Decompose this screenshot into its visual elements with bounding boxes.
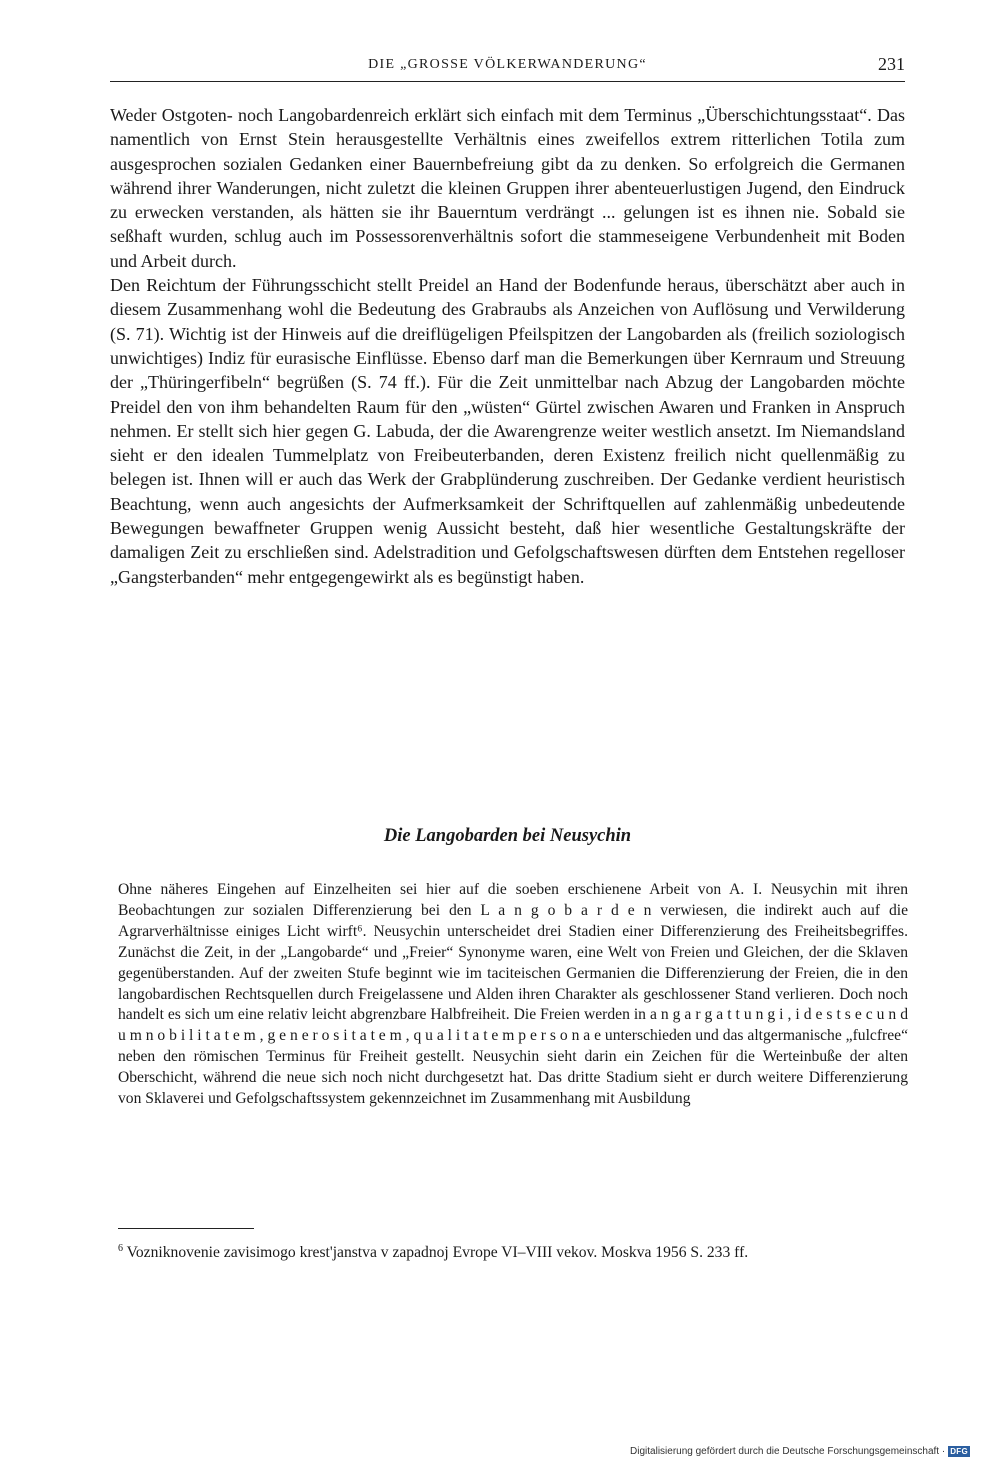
footnote-divider — [118, 1228, 254, 1229]
running-header — [110, 54, 905, 82]
body-paragraph-2: Den Reichtum der Führungsschicht stellt Preidel an Hand der Bodenfunde heraus, überschätzt aber auch in diesem Zusammenhang wohl die Bedeutung des Grabraubs als Anzeichen von Auflösung und Verwilderung (S. 71). Wichtig ist der Hinweis auf die dreiflügeligen Pfeilspitzen der Langobarden als (freilich soziologisch unwichtiges) Indiz für eurasische Einflüsse. Ebenso darf man die Bemerkungen über Kernraum und Streuung der „Thüringerfibeln“ begrüßen (S. 74 ff.). Für die Zeit unmittelbar nach Abzug der Langobarden möchte Preidel den von ihm behandelten Raum für den „wüsten“ Gürtel zwischen Awaren und Franken in Anspruch nehmen. Er stellt sich hier gegen G. Labuda, der die Awarengrenze weiter westlich ansetzt. Im Niemandsland sieht er den idealen Tummelplatz von Freibeuterbanden, deren Existenz freilich nicht quellenmäßig zu belegen ist. Ihnen will er auch das Werk der Grabplünderung zuschreiben. Der Gedanke verdient heuristisch Beachtung, wenn auch angesichts der Aufmerksamkeit der Schriftquellen auf zahlenmäßig unbedeutende Bewegungen bewaffneter Gruppen wenig Aussicht besteht, daß hier wesentliche Gestaltungskräfte der damaligen Zeit zu erschließen sind. Adelstradition und Gefolgschaftswesen dürften dem Entstehen regelloser „Gangsterbanden“ mehr entgegengewirkt als es begünstigt haben. — [110, 275, 905, 587]
footnote-text: Vozniknovenie zavisimogo krest'janstva v zapadnoj Evrope VI–VIII vekov. Moskva 1956 S. 233 ff. — [126, 1244, 749, 1261]
dfg-logo-icon: DFG — [950, 1447, 968, 1456]
digitization-credit — [630, 1446, 970, 1457]
small-print-paragraph: Ohne näheres Eingehen auf Einzelheiten sei hier auf die soeben erschienene Arbeit von A. I. Neusychin mit ihren Beobachtungen zur sozialen Differenzierung bei den L a n g o b a r d e n verwiesen, die indirekt auch auf die Agrarverhältnisse einiges Licht wirft⁶. Neusychin unterscheidet drei Stadien einer Differenzierung des Freiheitsbegriffes. Zunächst die Zeit, in der „Langobarde“ und „Freier“ Synonyme waren, eine Welt von Freien und Gleichen, der die Sklaven gegenüberstanden. Auf der zweiten Stufe beginnt wie im taciteischen Germanien die Differenzierung der Freien, die in den langobardischen Rechtsquellen durch Freigelassene und Alden ihren Charakter als geschlossener Stand verlieren. Doch noch handelt es sich um eine relativ leicht abgrenzbare Halbfreiheit. Die Freien werden in a n g a r g a t t u n g i , i d e s t s e c u n d u m n o b i l i t a t e m , g e n e r o s i t a t e m , q u a l i t a t e m p e r s o n a e unterschieden und das altgermanische „fulcfree“ neben den römischen Terminus für Freiheit gestellt. Neusychin sieht darin ein Zeichen für die Werteinbuße der alten Oberschicht, während die neue sich noch nicht durchgesetzt hat. Das dritte Stadium sieht er durch weitere Differenzierung von Sklaverei und Gefolgschaftssystem gekennzeichnet im Zusammenhang mit Ausbildung — [118, 881, 908, 1108]
body-paragraph-1: Weder Ostgoten- noch Langobardenreich erklärt sich einfach mit dem Terminus „Überschichtungsstaat“. Das namentlich von Ernst Stein herausgestellte Verhältnis eines zweifellos extrem ritterlichen Totila zum ausgesprochen sozialen Gedanken einer Bauernbefreiung gibt da zu denken. So erfolgreich die Germanen während ihrer Wanderungen, nicht zuletzt die kleinen Gruppen ihrer abenteuerlustigen Jugend, den Eindruck zu erwecken verstanden, als hätten sie ihr Bauerntum verdrängt ... gelungen ist es ihnen nie. Sobald sie seßhaft wurden, schlug auch im Possessorenverhältnis sofort die stammeseigene Verbundenheit mit Boden und Arbeit durch. — [110, 105, 905, 271]
section-heading: Die Langobarden bei Neusychin — [383, 826, 632, 846]
page-number: 231 — [878, 54, 905, 74]
small-print-section — [118, 880, 908, 1110]
footnote — [118, 1243, 908, 1264]
footnote-mark: 6 — [118, 1242, 123, 1254]
credit-text: Digitalisierung gefördert durch die Deutsche Forschungsgemeinschaft · — [630, 1446, 946, 1457]
running-title: DIE „GROSSE VÖLKERWANDERUNG“ — [368, 57, 647, 72]
body-text — [110, 103, 905, 589]
